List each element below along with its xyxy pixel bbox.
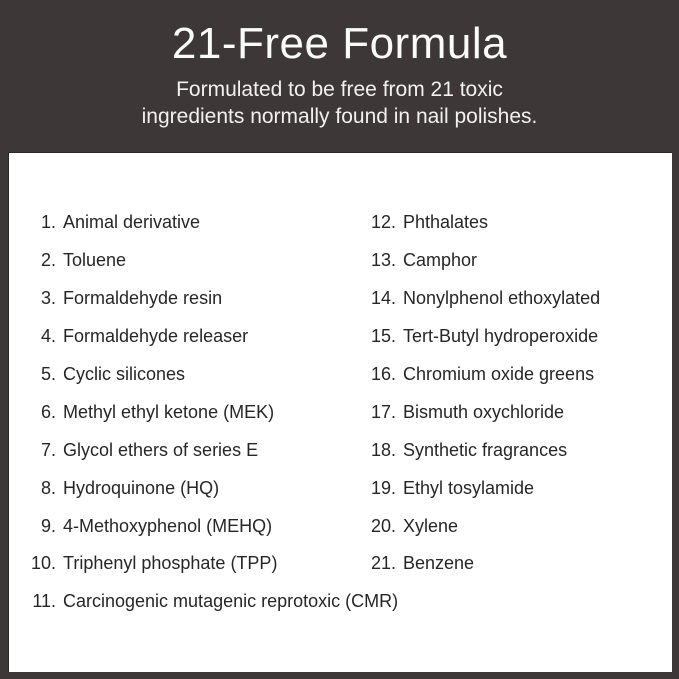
item-number: 19. (370, 477, 396, 498)
item-number: 15. (370, 326, 396, 347)
item-text: 4-Methoxyphenol (MEHQ) (63, 515, 273, 536)
item-text: Methyl ethyl ketone (MEK) (63, 401, 275, 422)
item-number: 16. (370, 364, 396, 384)
list-item (366, 507, 600, 545)
item-number: 7. (40, 439, 56, 460)
item-number: 4. (40, 326, 56, 347)
item-number: 5. (40, 364, 56, 384)
item-text: Carcinogenic mutagenic reprotoxic (CMR) (63, 591, 399, 612)
item-text: Synthetic fragrances (403, 439, 568, 460)
item-text: Xylene (403, 515, 459, 536)
subtitle (0, 76, 679, 130)
item-text: Phthalates (403, 212, 489, 233)
list-item (26, 507, 398, 545)
item-text: Benzene (403, 553, 475, 574)
list-item (366, 393, 600, 431)
item-number: 11. (32, 591, 56, 612)
item-text: Formaldehyde resin (63, 288, 223, 309)
item-number: 8. (40, 477, 56, 498)
list-item (366, 356, 600, 394)
list-item (26, 204, 398, 242)
item-number: 20. (370, 515, 396, 536)
item-number: 3. (40, 288, 56, 309)
list-item (26, 469, 398, 507)
item-number: 18. (370, 439, 396, 460)
subtitle-line-1: Formulated to be free from 21 toxic (176, 77, 503, 101)
item-text: Chromium oxide greens (403, 364, 595, 384)
item-text: Triphenyl phosphate (TPP) (63, 553, 278, 574)
list-item (26, 318, 398, 356)
item-text: Tert-Butyl hydroperoxide (403, 326, 599, 347)
list-item (366, 545, 600, 583)
list-item (366, 280, 600, 318)
item-number: 9. (40, 515, 56, 536)
subtitle-line-2: ingredients normally found in nail polishes. (141, 104, 538, 128)
item-number: 10. (30, 553, 56, 574)
ingredient-list-card (8, 152, 672, 672)
list-item (26, 242, 398, 280)
page-title: 21-Free Formula (171, 19, 508, 68)
list-item (26, 280, 398, 318)
ingredient-list-right-column (366, 204, 600, 583)
item-text: Toluene (63, 250, 127, 271)
list-item (26, 431, 398, 469)
item-text: Hydroquinone (HQ) (63, 477, 220, 498)
item-text: Bismuth oxychloride (403, 401, 565, 422)
item-text: Animal derivative (63, 212, 201, 233)
item-number: 2. (40, 250, 56, 271)
list-item (366, 469, 600, 507)
item-text: Camphor (403, 250, 478, 271)
list-item (366, 204, 600, 242)
list-item (366, 318, 600, 356)
list-item (26, 393, 398, 431)
header (0, 0, 679, 130)
item-number: 12. (370, 212, 396, 233)
item-number: 17. (370, 401, 396, 422)
item-number: 14. (370, 288, 396, 309)
list-item (26, 545, 398, 583)
item-number: 6. (40, 401, 56, 422)
item-number: 21. (370, 553, 396, 574)
list-item (366, 431, 600, 469)
item-text: Ethyl tosylamide (403, 477, 535, 498)
item-number: 13. (370, 250, 396, 271)
item-text: Cyclic silicones (63, 364, 186, 384)
list-item (26, 583, 398, 621)
list-item (26, 356, 398, 394)
item-number: 1. (40, 212, 56, 233)
item-text: Nonylphenol ethoxylated (403, 288, 601, 309)
ingredient-list-left-column (26, 204, 398, 621)
item-text: Formaldehyde releaser (63, 326, 249, 347)
item-text: Glycol ethers of series E (63, 439, 259, 460)
list-item (366, 242, 600, 280)
